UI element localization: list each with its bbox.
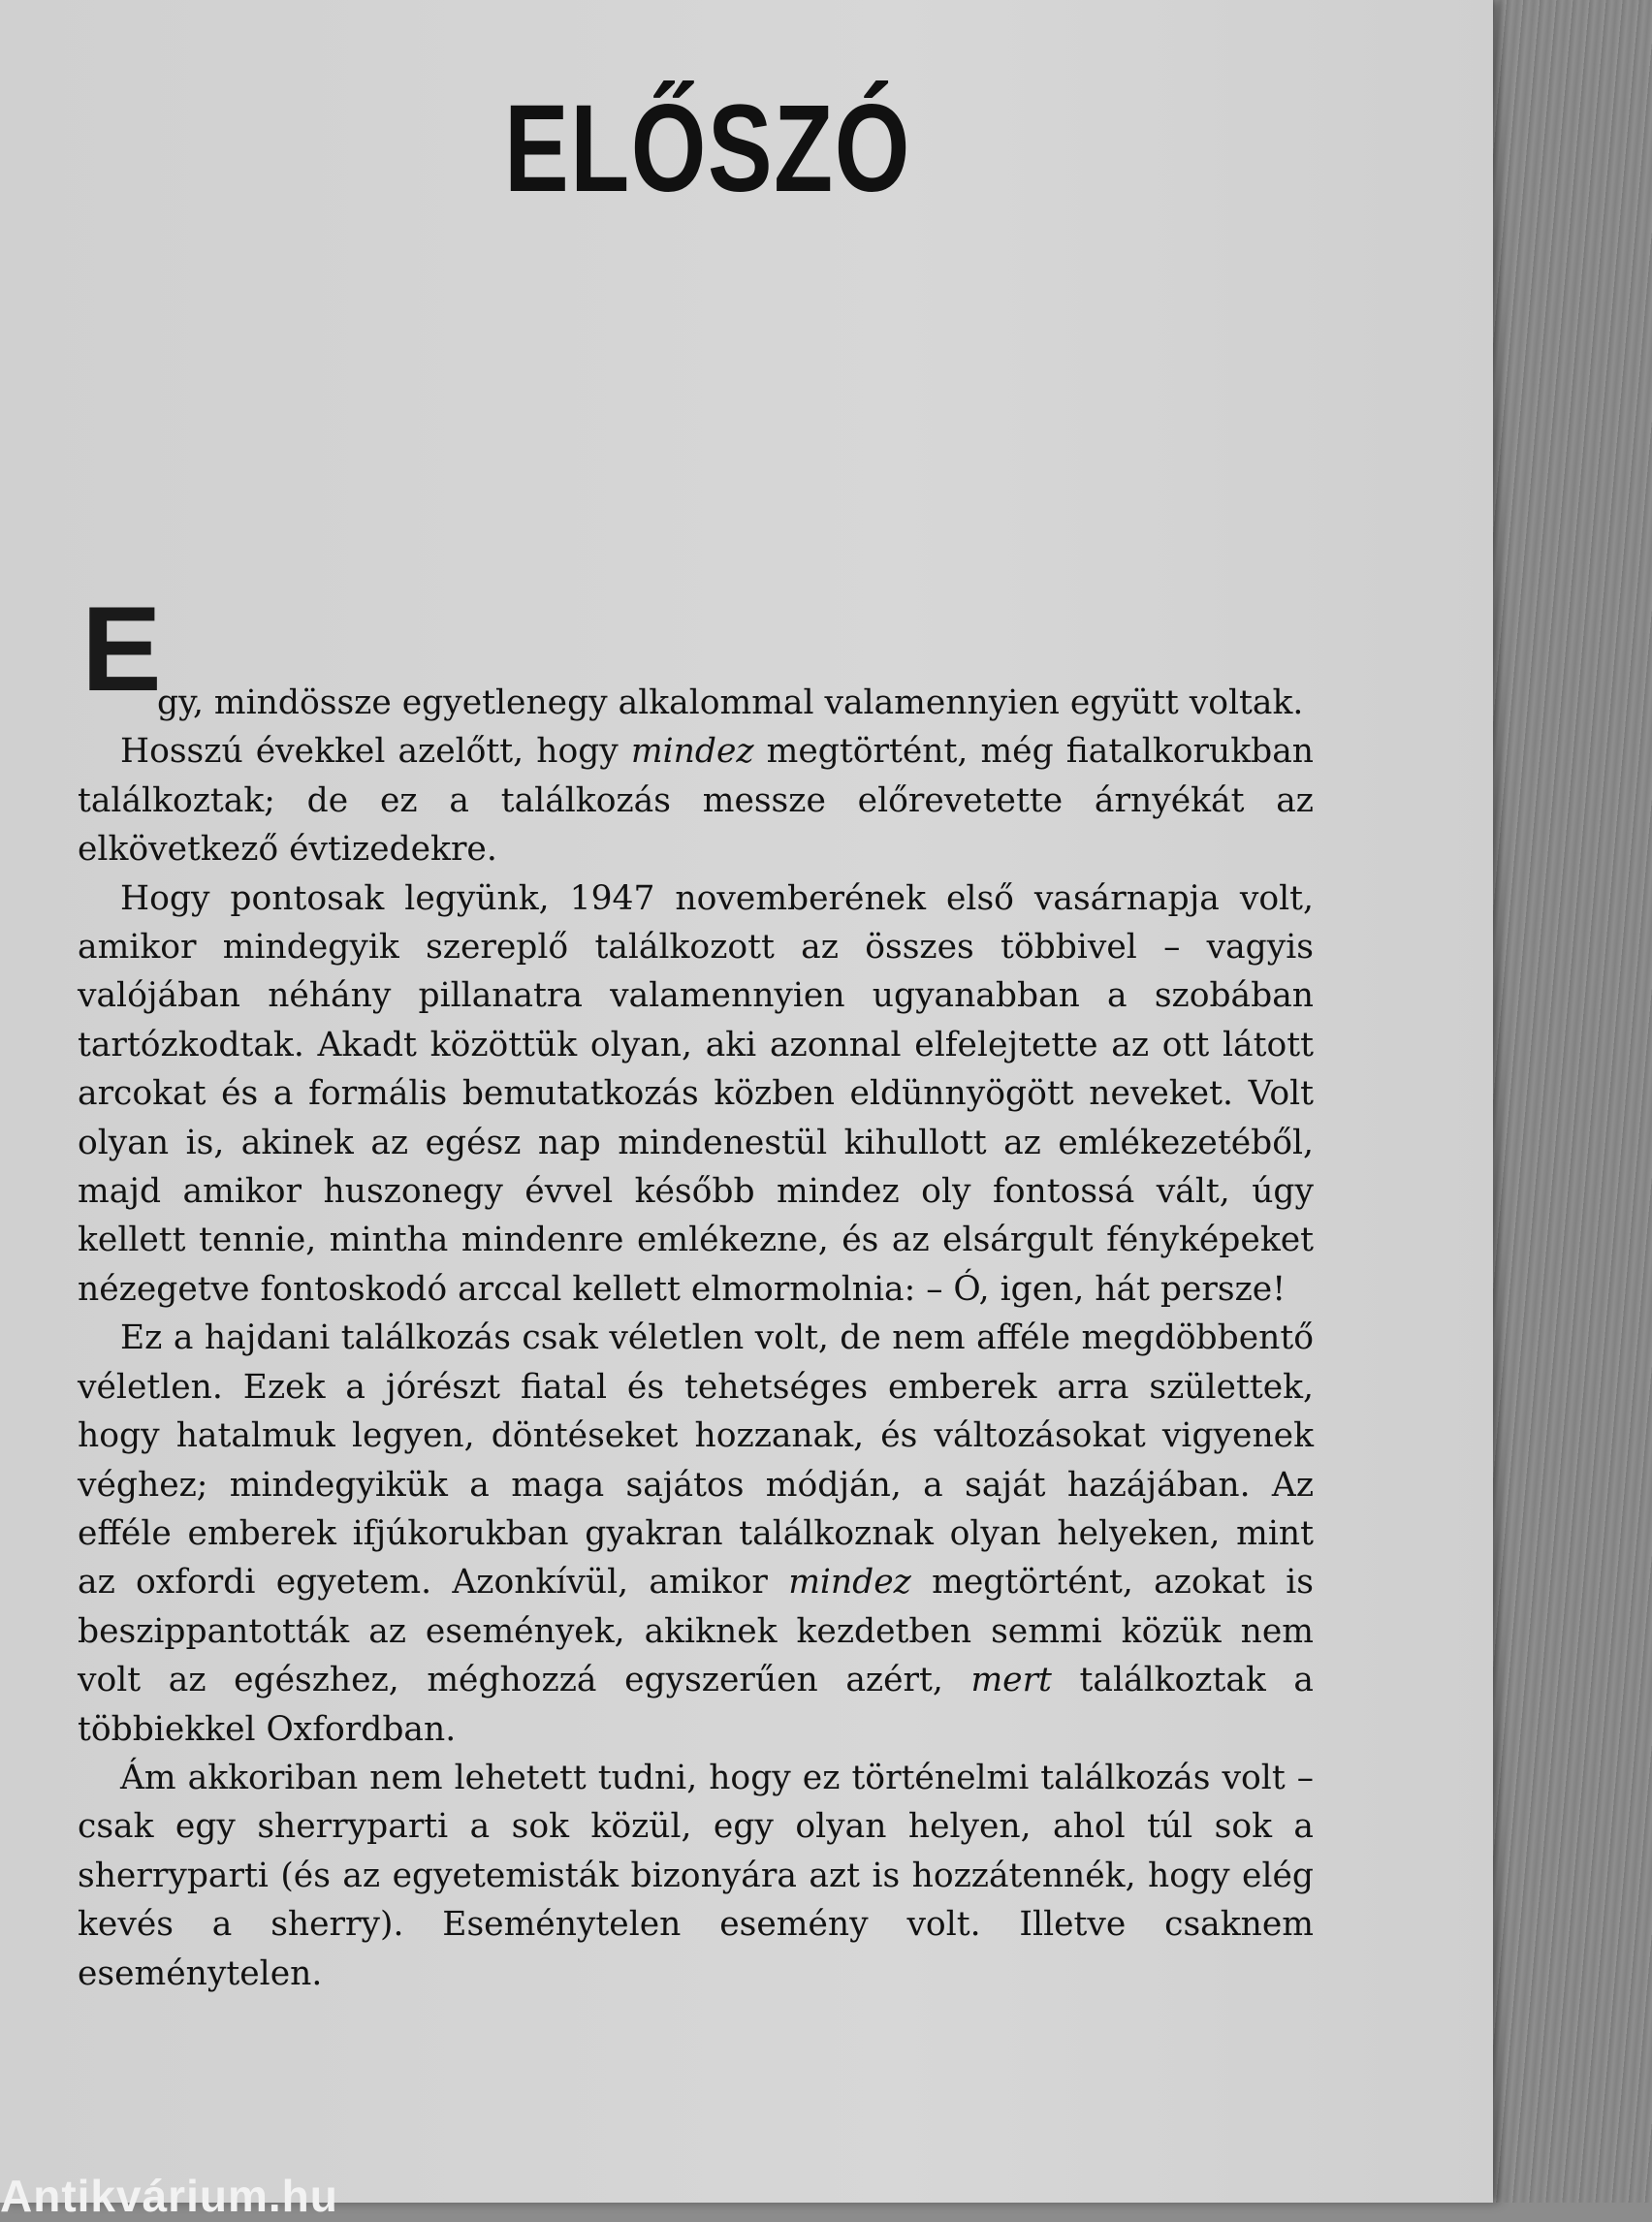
paragraph-1 bbox=[78, 583, 1314, 727]
chapter-title: ELŐSZÓ bbox=[504, 79, 911, 218]
watermark-text: Antikvárium.hu bbox=[0, 2171, 338, 2221]
body-text bbox=[78, 583, 1314, 1998]
paragraph-3: Hogy pontosak legyünk, 1947 novemberének első vasárnapja volt, amikor mindegyik szereplő találkozott az összes többivel – vagyis valójában néhány pillanatra valamennyien ugyanabban a szobában tartózkodtak. Akadt közöttük olyan, aki azonnal elfelejtette az ott látott arcokat és a formális bemutatkozás közben eldünnyögött neveket. Volt olyan is, akinek az egész nap mindenestül kihullott az emlékezetéből, majd amikor huszonegy évvel később mindez oly fontossá vált, úgy kellett tennie, mintha mindenre emlékezne, és az elsárgult fényképeket nézegetve fontoskodó arccal kellett elmormolnia: – Ó, igen, hát persze! bbox=[78, 878, 1314, 1309]
paragraph-5: Ám akkoriban nem lehetett tudni, hogy ez történelmi találkozás volt – csak egy sherryparti a sok közül, egy olyan helyen, ahol túl sok a sherryparti (és az egyetemisták bizonyára azt is hozzátennék, hogy elég kevés a sherry). Eseménytelen esemény volt. Illetve csaknem eseménytelen. bbox=[78, 1758, 1314, 1993]
paragraph-4: Ez a hajdani találkozás csak véletlen volt, de nem afféle megdöbbentő véletlen. Ezek a jórészt fiatal és tehetséges emberek arra születtek, hogy hatalmuk legyen, döntéseket hozzanak, és változásokat vigyenek véghez; mindegyikük a maga sajátos módján, a saját hazájában. Az efféle emberek ifjúkorukban gyakran találkoznak olyan helyeken, mint az oxfordi egyetem. Azonkívül, amikor mindez megtörtént, azokat is beszippantották az események, akiknek kezdetben semmi közük nem volt az egészhez, méghozzá egyszerűen azért, mert találkoztak a többiekkel Oxfordban. bbox=[78, 1318, 1314, 1749]
paragraph-1-text: gy, mindössze egyetlenegy alkalommal valamennyien együtt voltak. bbox=[157, 683, 1304, 722]
background-surface bbox=[1474, 0, 1652, 2203]
paragraph-2: Hosszú évekkel azelőtt, hogy mindez megtörtént, még fiatalkorukban találkoztak; de ez a találkozás messze előrevetette árnyékát az elkövetkező évtizedekre. bbox=[78, 732, 1314, 870]
drop-cap: E bbox=[81, 583, 162, 716]
